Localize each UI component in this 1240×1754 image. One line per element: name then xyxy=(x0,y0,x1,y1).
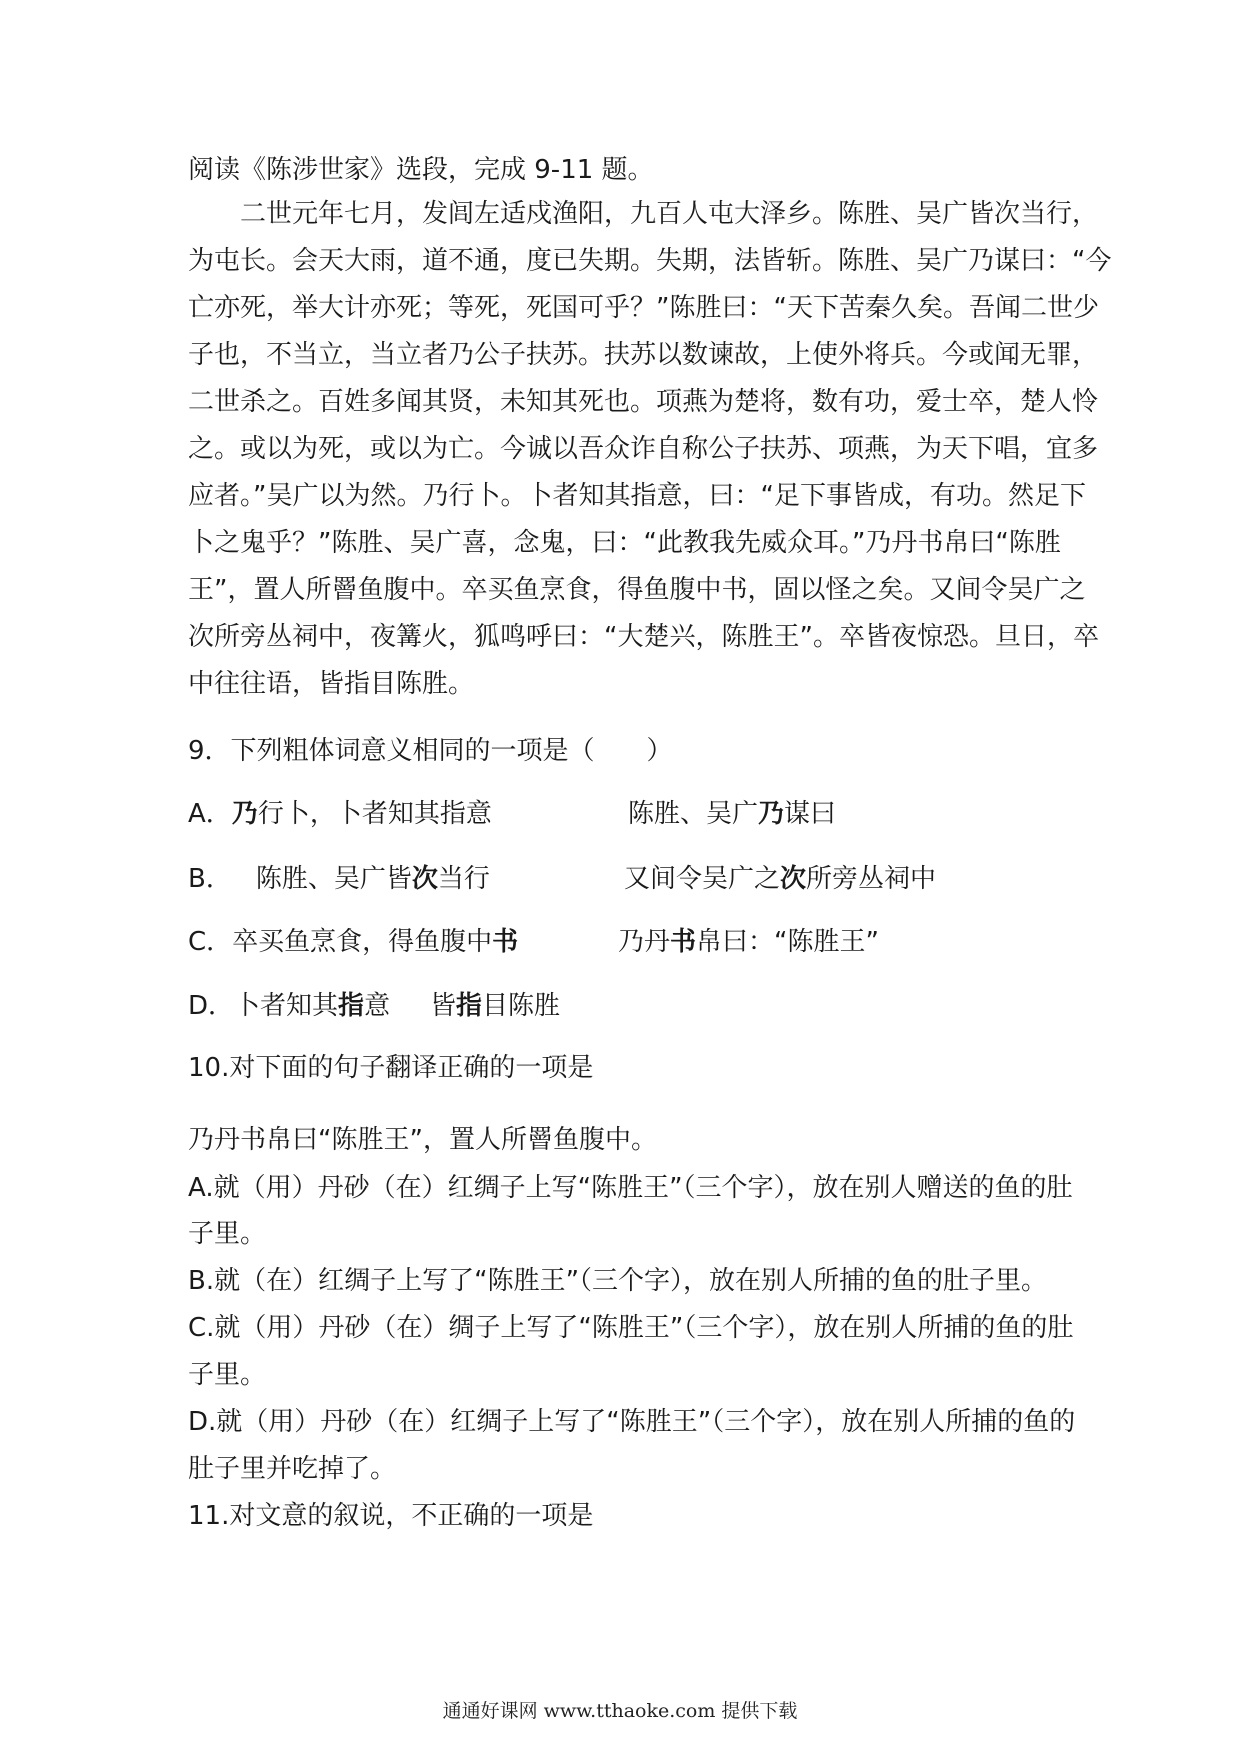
bold-word: 指 xyxy=(338,991,365,1021)
passage-line: 为屯长。会天大雨，道不通，度已失期。失期，法皆斩。陈胜、吴广乃谋曰：“今 xyxy=(188,246,1112,276)
question-10-option-a: A.就（用）丹砂（在）红绸子上写“陈胜王”（三个字），放在别人赠送的鱼的肚 xyxy=(188,1173,1073,1203)
question-10-option-d: D.就（用）丹砂（在）红绸子上写了“陈胜王”（三个字），放在别人所捕的鱼的 xyxy=(188,1407,1076,1437)
question-10-option-c: C.就（用）丹砂（在）绸子上写了“陈胜王”（三个字），放在别人所捕的鱼的肚 xyxy=(188,1313,1074,1343)
question-9-option-d: D．卜者知其指意 皆指目陈胜 xyxy=(188,988,390,1024)
passage-line: 中往往语，皆指目陈胜。 xyxy=(188,669,475,699)
question-10-stem: 10.对下面的句子翻译正确的一项是 xyxy=(188,1053,594,1083)
question-9-option-b: B． 陈胜、吴广皆次当行 又间令吴广之次所旁丛祠中 xyxy=(188,861,490,897)
passage-line: 之。或以为死，或以为亡。今诚以吾众诈自称公子扶苏、项燕，为天下唱，宜多 xyxy=(188,434,1099,464)
bold-word: 指 xyxy=(456,991,483,1021)
bold-word: 次 xyxy=(411,864,438,894)
option-a-right: 陈胜、吴广乃谋曰 xyxy=(628,799,837,829)
question-10-option-d-cont: 肚子里并吃掉了。 xyxy=(188,1454,397,1484)
question-10-option-a-cont: 子里。 xyxy=(188,1219,267,1249)
option-c-right: 乃丹书帛曰：“陈胜王” xyxy=(618,927,879,957)
passage-line: 应者。”吴广以为然。乃行卜。卜者知其指意，曰：“足下事皆成，有功。然足下 xyxy=(188,481,1086,511)
question-11-stem: 11.对文意的叙说，不正确的一项是 xyxy=(188,1501,594,1531)
bold-word: 书 xyxy=(492,927,519,957)
question-9-option-c: C．卒买鱼烹食，得鱼腹中书 乃丹书帛曰：“陈胜王” xyxy=(188,924,518,960)
question-9-stem: 9．下列粗体词意义相同的一项是（ ） xyxy=(188,736,673,766)
reading-intro: 阅读《陈涉世家》选段，完成 9-11 题。 xyxy=(188,155,654,185)
option-label: B． xyxy=(188,864,232,894)
option-b-right: 又间令吴广之次所旁丛祠中 xyxy=(624,864,937,894)
question-10-option-c-cont: 子里。 xyxy=(188,1360,267,1390)
option-label: C． xyxy=(188,927,233,957)
passage-line: 子也，不当立，当立者乃公子扶苏。扶苏以数谏故，上使外将兵。今或闻无罪， xyxy=(188,340,1099,370)
bold-word: 次 xyxy=(780,864,807,894)
passage-line: 二世元年七月，发闾左适戍渔阳，九百人屯大泽乡。陈胜、吴广皆次当行， xyxy=(240,199,1099,229)
question-10-sentence: 乃丹书帛曰“陈胜王”，置人所罾鱼腹中。 xyxy=(188,1125,657,1155)
question-9-option-a: A．乃行卜，卜者知其指意 陈胜、吴广乃谋曰 xyxy=(188,796,492,832)
bold-word: 书 xyxy=(670,927,697,957)
option-label: D． xyxy=(188,991,235,1021)
option-label: A． xyxy=(188,799,232,829)
passage-line: 卜之鬼乎？”陈胜、吴广喜，念鬼，曰：“此教我先威众耳。”乃丹书帛曰“陈胜 xyxy=(188,528,1061,558)
bold-word: 乃 xyxy=(231,799,258,829)
bold-word: 乃 xyxy=(758,799,785,829)
passage-line: 次所旁丛祠中，夜篝火，狐鸣呼曰：“大楚兴，陈胜王”。卒皆夜惊恐。旦日，卒 xyxy=(188,622,1099,652)
page-footer: 通通好课网 www.tthaoke.com 提供下载 xyxy=(442,1700,798,1722)
passage-line: 亡亦死，举大计亦死；等死，死国可乎？”陈胜曰：“天下苦秦久矣。吾闻二世少 xyxy=(188,293,1099,323)
passage-line: 二世杀之。百姓多闻其贤，未知其死也。项燕为楚将，数有功，爱士卒，楚人怜 xyxy=(188,387,1099,417)
question-10-option-b: B.就（在）红绸子上写了“陈胜王”（三个字），放在别人所捕的鱼的肚子里。 xyxy=(188,1266,1048,1296)
passage-line: 王”，置人所罾鱼腹中。卒买鱼烹食，得鱼腹中书，固以怪之矣。又间令吴广之 xyxy=(188,575,1086,605)
option-d-right: 皆指目陈胜 xyxy=(430,991,561,1021)
